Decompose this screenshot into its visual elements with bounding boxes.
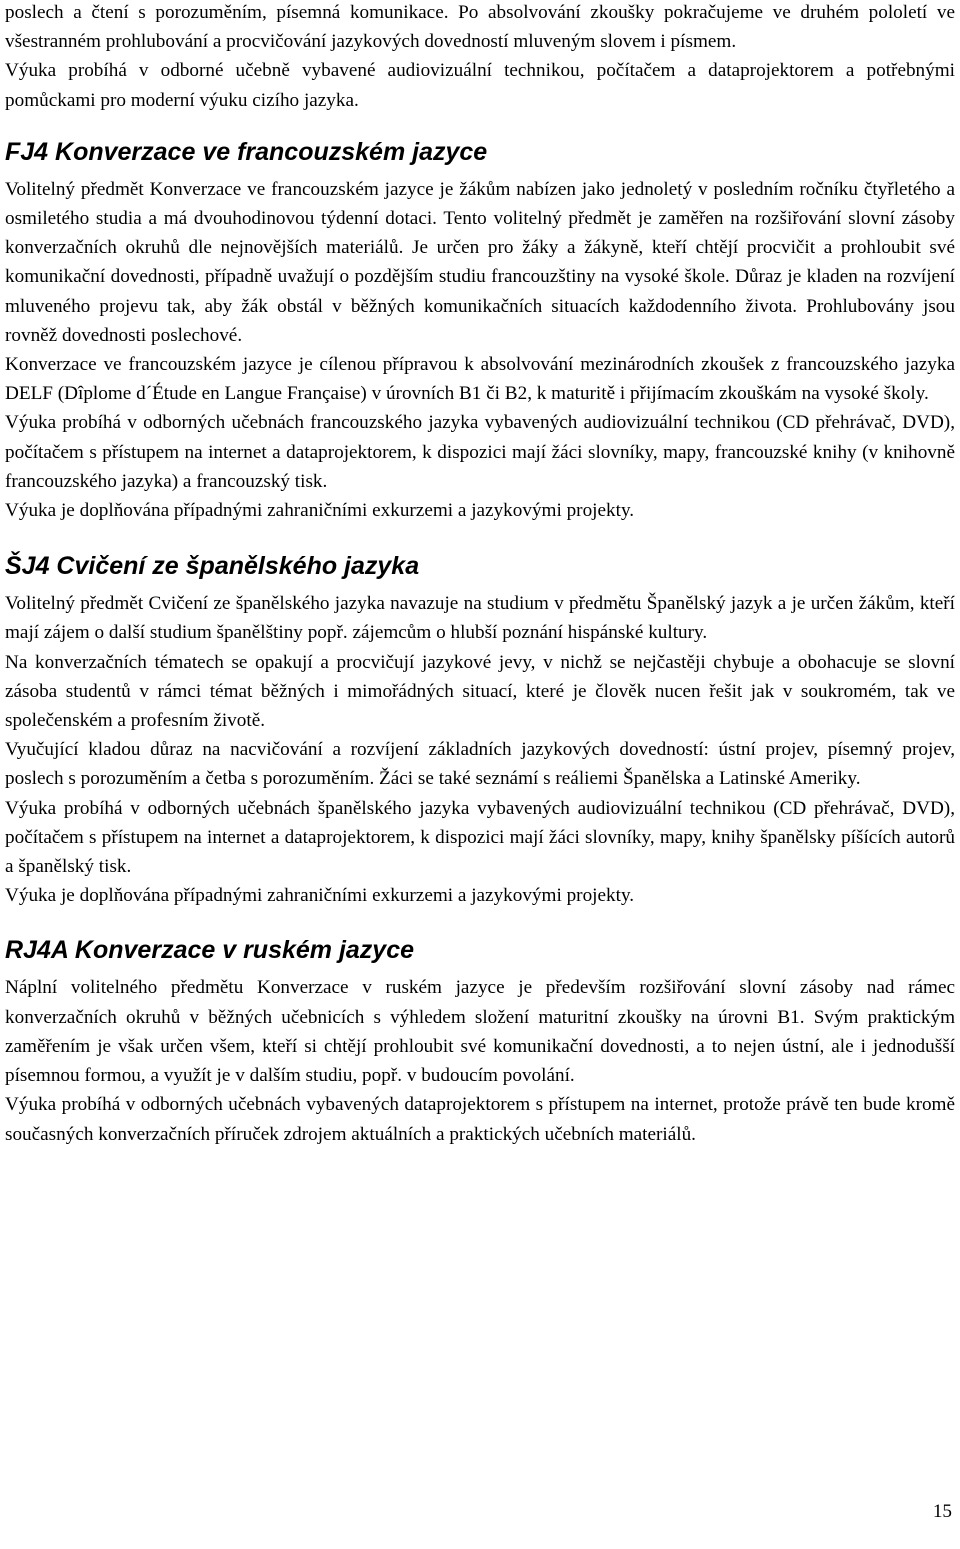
section-paragraph: Výuka je doplňována případnými zahraničními exkurzemi a jazykovými projekty. bbox=[5, 885, 635, 907]
section-paragraph: Konverzace ve francouzském jazyce je cílenou přípravou k absolvování mezinárodních zkoušek z francouzského jazyka DELF (Dîplome d´Étude en Langue Française) v úrovních B1 či B2, k maturitě i přijímacím zkouškám na vysoké školy. bbox=[5, 354, 955, 405]
intro-paragraph: poslech a čtení s porozuměním, písemná komunikace. Po absolvování zkoušky pokračujeme ve druhém pololetí ve všestranném prohlubování a procvičování jazykových dovedností mluveným slovem i písmem. bbox=[5, 2, 955, 53]
section-heading-rj4a: RJ4A Konverzace v ruském jazyce bbox=[5, 936, 415, 965]
intro-paragraph: Výuka probíhá v odborné učebně vybavené audiovizuální technikou, počítačem a dataprojektorem a potřebnými pomůckami pro moderní výuku cizího jazyka. bbox=[5, 60, 955, 111]
section-paragraph: Volitelný předmět Konverzace ve francouzském jazyce je žákům nabízen jako jednoletý v posledním ročníku čtyřletého a osmiletého studia a má dvouhodinovou týdenní dotaci. Tento volitelný předmět je zaměřen na rozšiřování slovní zásoby konverzačních okruhů dle nejnovějších materiálů. Je určen pro žáky a žákyně, kteří chtějí procvičit a prohloubit své komunikační dovednosti, případně uvažují o pozdějším studiu francouzštiny na vysoké škole. Důraz je kladen na rozvíjení mluveného projevu tak, aby žák obstál v běžných komunikačních situacích každodenního života. Prohlubovány jsou rovněž dovednosti poslechové. bbox=[5, 178, 955, 346]
section-paragraph: Vyučující kladou důraz na nacvičování a rozvíjení základních jazykových dovedností: ústní projev, písemný projev, poslech s porozuměním a četba s porozuměním. Žáci se také seznámí s reáliemi Španělska a Latinské Ameriky. bbox=[5, 739, 955, 790]
section-paragraph: Na konverzačních tématech se opakují a procvičují jazykové jevy, v nichž se nejčastěji chybuje a obohacuje se slovní zásoba studentů v rámci témat běžných i mimořádných situací, které je člověk nucen řešit jak v soukromém, tak ve společenském a profesním životě. bbox=[5, 651, 955, 732]
section-paragraph: Výuka probíhá v odborných učebnách vybavených dataprojektorem s přístupem na internet, protože právě ten bude kromě současných konverzačních příruček zdrojem aktuálních a praktických učebních materiálů. bbox=[5, 1094, 955, 1145]
section-heading-sj4: ŠJ4 Cvičení ze španělského jazyka bbox=[5, 552, 420, 581]
section-rj4a bbox=[5, 935, 955, 1148]
section-paragraph: Výuka probíhá v odborných učebnách španělského jazyka vybavených audiovizuální technikou (CD přehrávač, DVD), počítačem s přístupem na internet a dataprojektorem, k dispozici mají žáci slovníky, mapy, knihy španělsky píšících autorů a španělský tisk. bbox=[5, 797, 955, 878]
page-number: 15 bbox=[932, 1501, 952, 1522]
section-sj4 bbox=[5, 551, 955, 910]
section-paragraph: Náplní volitelného předmětu Konverzace v ruském jazyce je především rozšiřování slovní zásoby nad rámec konverzačních okruhů v běžných učebnicích s výhledem složení maturitní zkoušky na úrovni B1. Svým praktickým zaměřením je však určen všem, kteří si chtějí prohloubit své komunikační dovednosti, a to nejen ústní, ale i jednodušší písemnou formou, a využít je v dalším studiu, popř. v budoucím povolání. bbox=[5, 977, 955, 1087]
intro-block bbox=[5, 0, 955, 115]
section-paragraph: Volitelný předmět Cvičení ze španělského jazyka navazuje na studium v předmětu Španělský jazyk a je určen žákům, kteří mají zájem o další studium španělštiny popř. zájemcům o hlubší poznání hispánské kultury. bbox=[5, 593, 955, 644]
section-heading-fj4: FJ4 Konverzace ve francouzském jazyce bbox=[5, 137, 488, 166]
section-paragraph: Výuka je doplňována případnými zahraničními exkurzemi a jazykovými projekty. bbox=[5, 500, 635, 522]
section-fj4 bbox=[5, 137, 955, 525]
section-paragraph: Výuka probíhá v odborných učebnách francouzského jazyka vybavených audiovizuální technikou (CD přehrávač, DVD), počítačem s přístupem na internet a dataprojektorem, k dispozici mají žáci slovníky, mapy, francouzské knihy (v knihovně francouzského jazyka) a francouzský tisk. bbox=[5, 412, 955, 492]
